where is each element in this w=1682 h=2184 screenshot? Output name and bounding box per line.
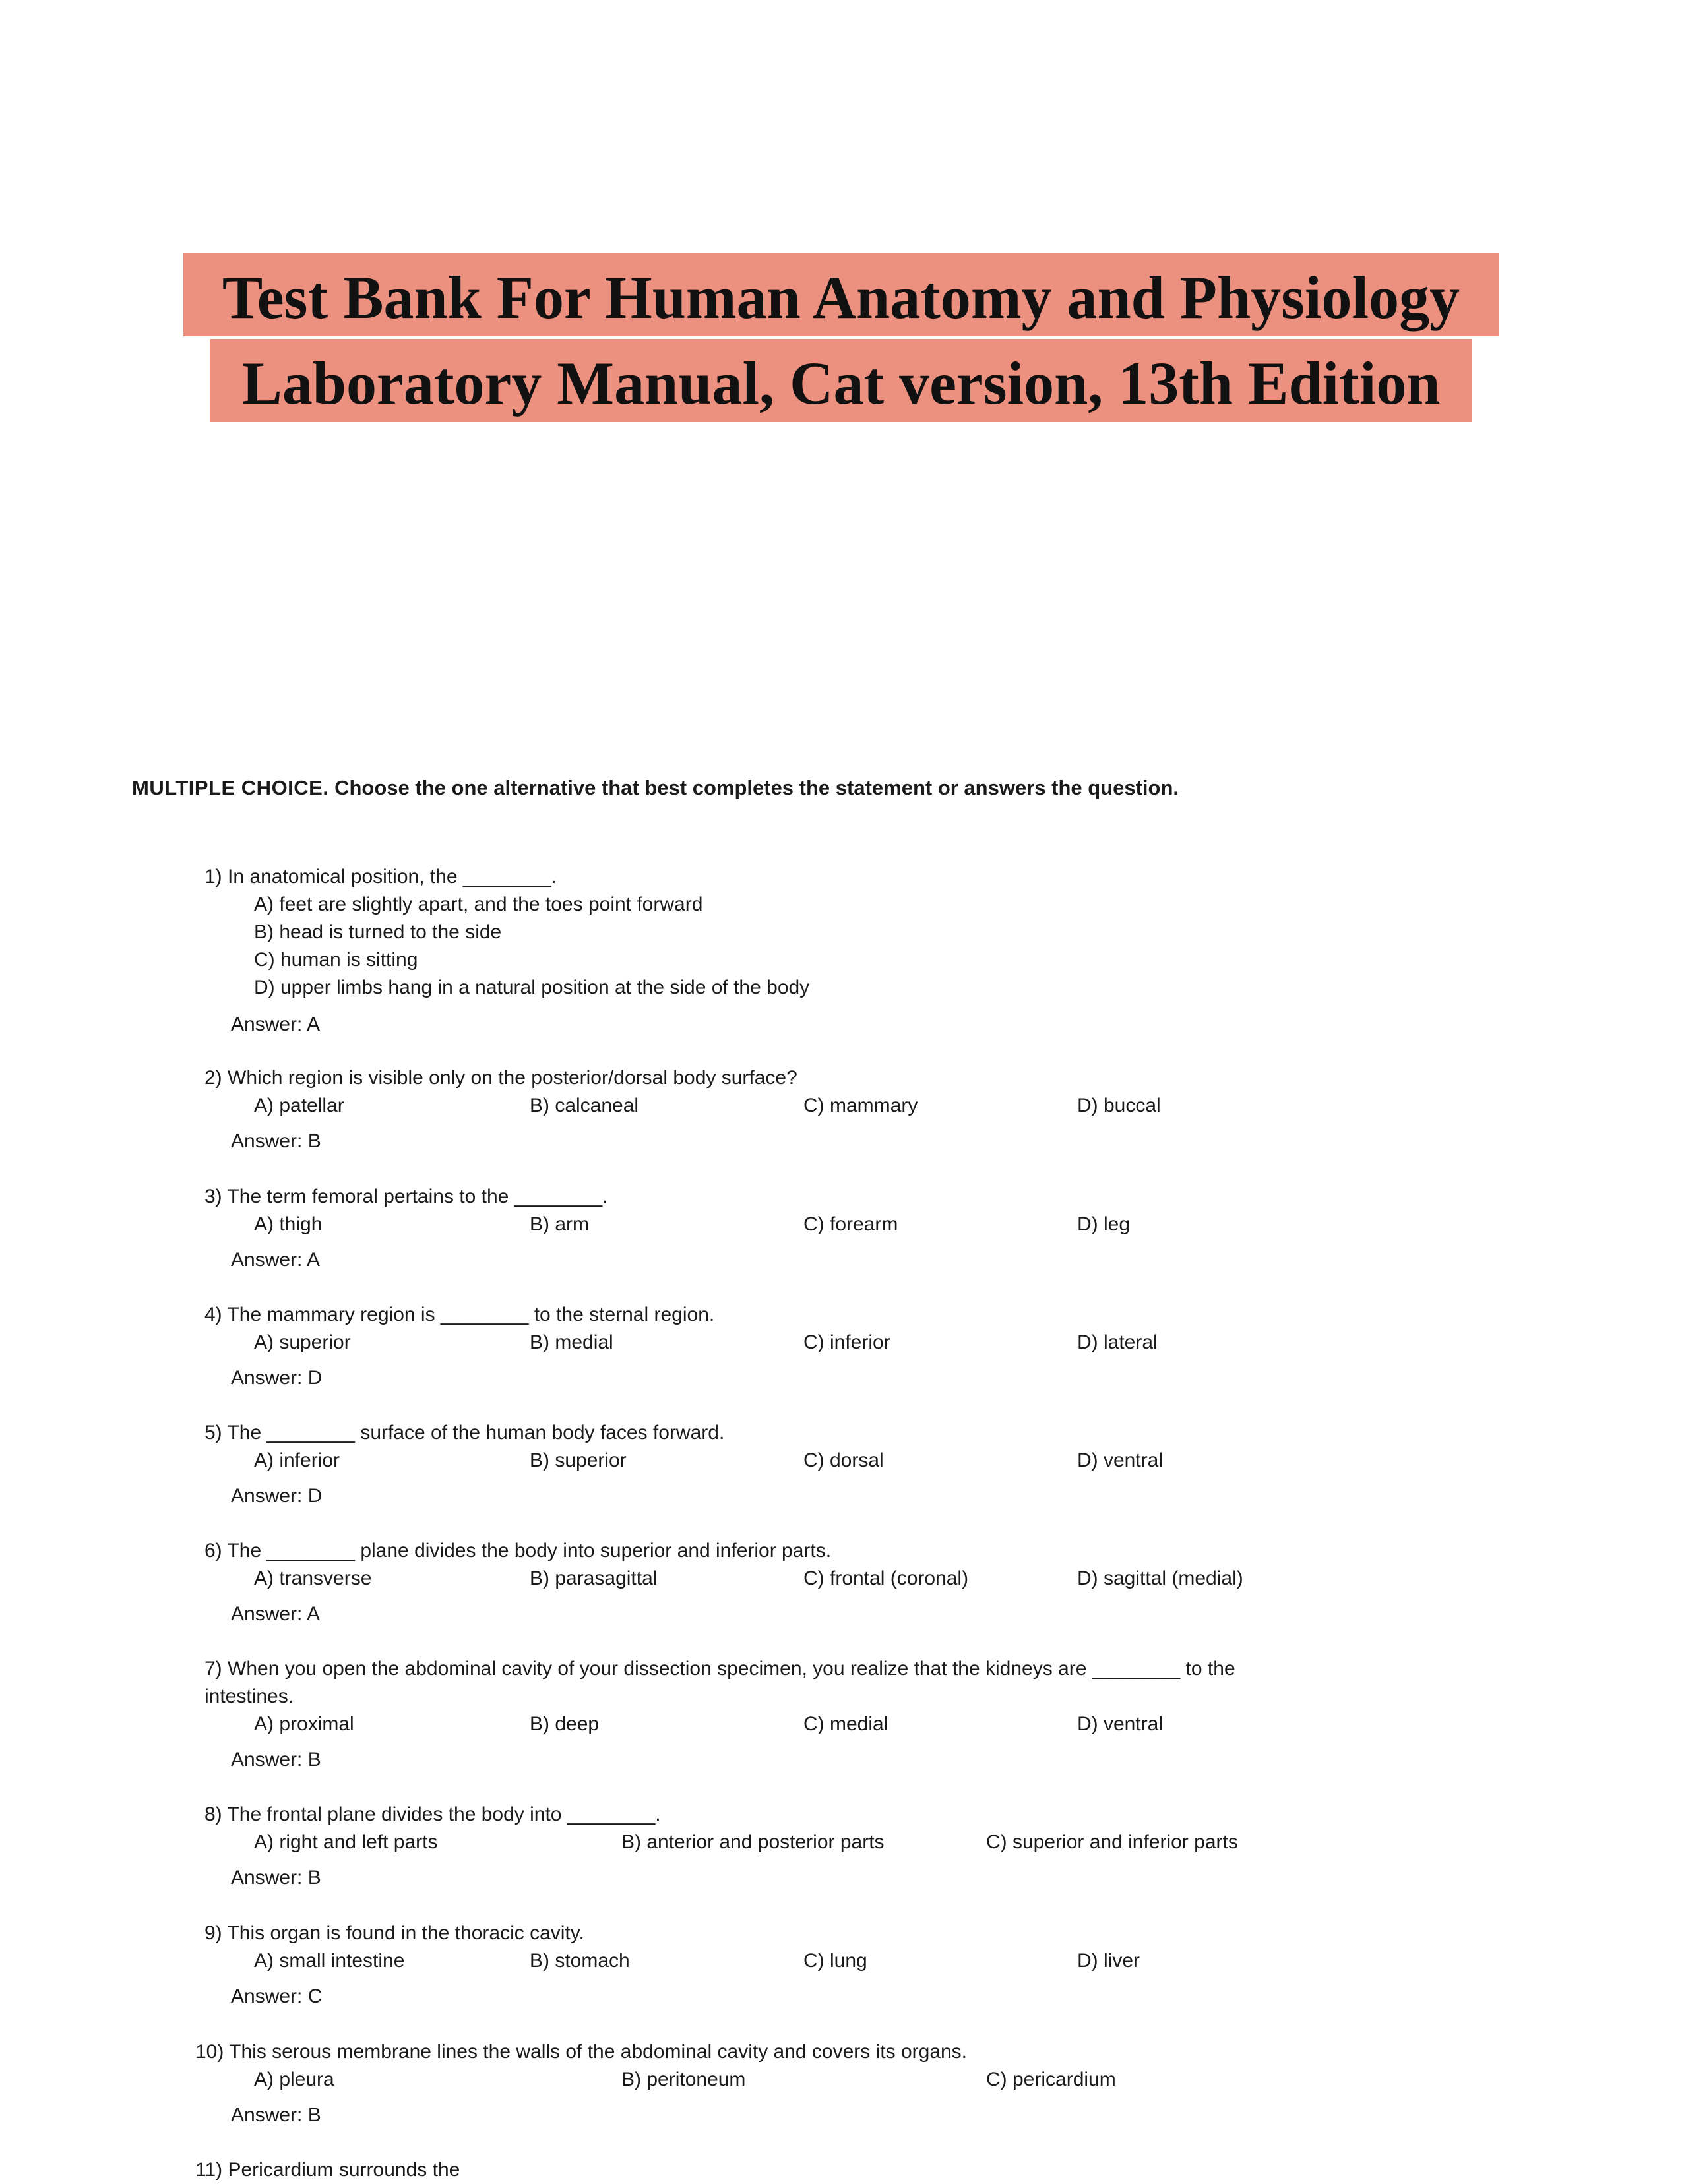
answer: Answer: D	[231, 1367, 323, 1389]
question-text: 2) Which region is visible only on the posterior/dorsal body surface?	[204, 1067, 797, 1089]
option-d: D) ventral	[1077, 1713, 1164, 1735]
question-text: 9) This organ is found in the thoracic cavity.	[204, 1922, 584, 1944]
option-c: C) superior and inferior parts	[986, 1831, 1238, 1853]
title-line-2: Laboratory Manual, Cat version, 13th Edition	[210, 339, 1472, 422]
option-a: A) inferior	[254, 1449, 340, 1471]
question-text: 4) The mammary region is ________ to the sternal region.	[204, 1304, 715, 1325]
option-a: A) patellar	[254, 1095, 344, 1116]
answer: Answer: B	[231, 1749, 321, 1771]
option-d: D) upper limbs hang in a natural position at the side of the body	[254, 977, 810, 998]
answer: Answer: B	[231, 1867, 321, 1889]
answer: Answer: C	[231, 1986, 323, 2007]
option-b: B) superior	[530, 1449, 627, 1471]
question-text: 10) This serous membrane lines the walls of the abdominal cavity and covers its organs.	[195, 2041, 968, 2063]
question-text: 11) Pericardium surrounds the	[195, 2159, 460, 2181]
option-b: B) deep	[530, 1713, 600, 1735]
option-c: C) medial	[803, 1713, 888, 1735]
answer: Answer: A	[231, 1014, 321, 1035]
option-a: A) superior	[254, 1331, 351, 1353]
option-c: C) forearm	[803, 1213, 898, 1235]
option-b: B) peritoneum	[621, 2069, 746, 2090]
answer: Answer: B	[231, 2104, 321, 2126]
option-b: B) parasagittal	[530, 1567, 658, 1589]
question-text: 3) The term femoral pertains to the ________.	[204, 1186, 608, 1207]
option-c: C) lung	[803, 1950, 867, 1972]
option-d: D) sagittal (medial)	[1077, 1567, 1243, 1589]
option-d: D) ventral	[1077, 1449, 1164, 1471]
option-a: A) small intestine	[254, 1950, 405, 1972]
section-instructions	[132, 776, 1179, 800]
question-text: 8) The frontal plane divides the body into ________.	[204, 1804, 661, 1825]
option-c: C) frontal (coronal)	[803, 1567, 969, 1589]
option-c: C) inferior	[803, 1331, 890, 1353]
answer: Answer: D	[231, 1485, 323, 1507]
option-a: A) feet are slightly apart, and the toes point forward	[254, 894, 703, 915]
document-title	[0, 253, 1682, 422]
question-text: 1) In anatomical position, the ________.	[204, 866, 557, 888]
option-b: B) calcaneal	[530, 1095, 639, 1116]
answer: Answer: B	[231, 1130, 321, 1152]
answer: Answer: A	[231, 1603, 321, 1625]
option-a: A) proximal	[254, 1713, 354, 1735]
answer: Answer: A	[231, 1249, 321, 1271]
option-a: A) right and left parts	[254, 1831, 438, 1853]
option-d: D) liver	[1077, 1950, 1140, 1972]
option-c: C) dorsal	[803, 1449, 884, 1471]
option-a: A) pleura	[254, 2069, 334, 2090]
option-b: B) stomach	[530, 1950, 630, 1972]
section-heading: MULTIPLE CHOICE.	[132, 776, 329, 799]
option-b: B) arm	[530, 1213, 589, 1235]
option-d: D) lateral	[1077, 1331, 1158, 1353]
option-a: A) transverse	[254, 1567, 372, 1589]
option-b: B) anterior and posterior parts	[621, 1831, 885, 1853]
option-c: C) pericardium	[986, 2069, 1116, 2090]
option-c: C) human is sitting	[254, 949, 418, 971]
question-text: 5) The ________ surface of the human body faces forward.	[204, 1422, 725, 1443]
option-b: B) medial	[530, 1331, 613, 1353]
option-c: C) mammary	[803, 1095, 918, 1116]
question-text: 6) The ________ plane divides the body into superior and inferior parts.	[204, 1540, 832, 1562]
option-d: D) buccal	[1077, 1095, 1161, 1116]
option-a: A) thigh	[254, 1213, 323, 1235]
instructions-text: Choose the one alternative that best completes the statement or answers the question.	[334, 776, 1179, 799]
title-line-1: Test Bank For Human Anatomy and Physiology	[183, 253, 1499, 336]
option-d: D) leg	[1077, 1213, 1131, 1235]
option-b: B) head is turned to the side	[254, 921, 502, 943]
question-text: 7) When you open the abdominal cavity of your dissection specimen, you realize that the kidneys are ________ to the intestines.	[204, 1658, 1235, 1707]
